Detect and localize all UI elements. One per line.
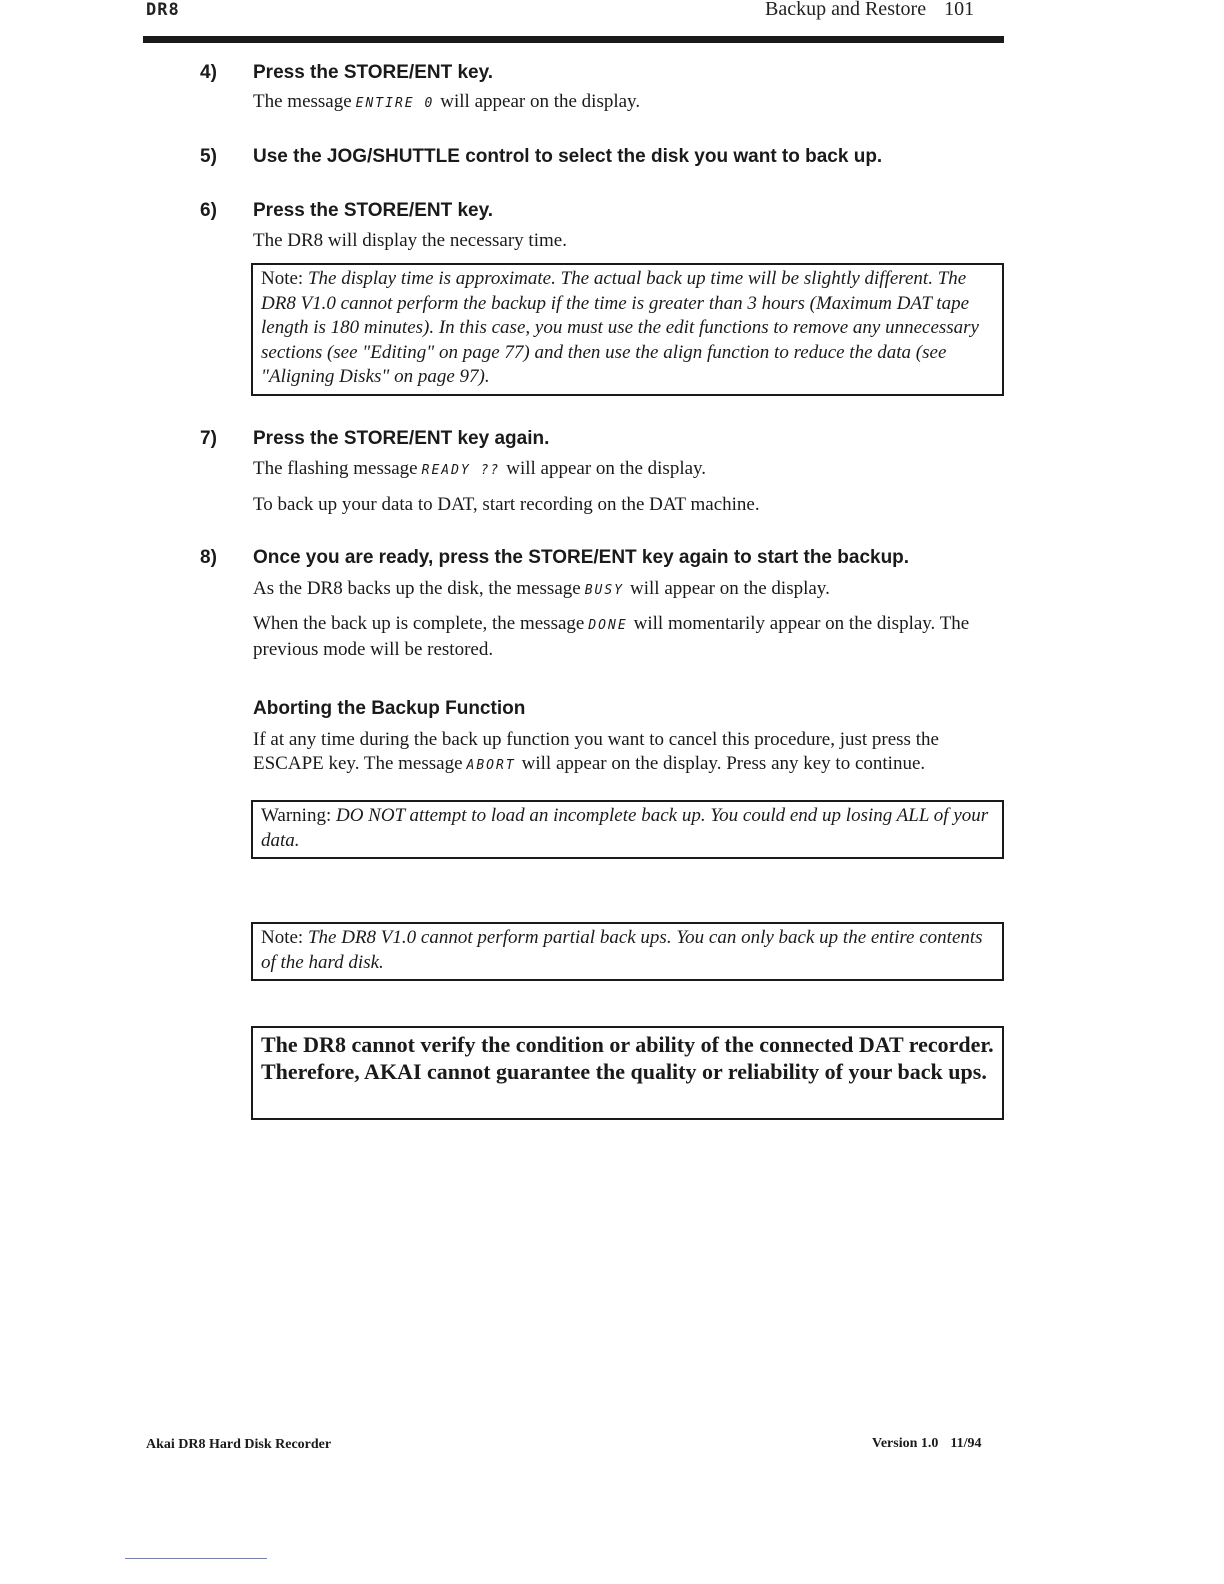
note-label: Note: [261,927,304,948]
step-8-title: Once you are ready, press the STORE/ENT key again to start the backup. [253,547,910,568]
header-rule [143,36,1004,43]
step-7-title: Press the STORE/ENT key again. [253,428,550,449]
lcd-message: READY ?? [421,463,501,478]
header-logo: DR8 [146,0,180,20]
abort-text [253,728,1005,778]
version-date: 11/94 [950,1436,982,1451]
step-6-text: The DR8 will display the necessary time. [253,230,567,251]
step-7-text [253,457,706,483]
note-text: The display time is approximate. The actual back up time will be slightly different. The DR8 V1.0 cannot perform the backup if the time is greater than 3 hours (Maximum DAT tape length is 180 minutes). In this case, you must use the edit functions to remove any unnecessary sections (see "Editing" on page 77) and then use the align function to reduce the data (see "Aligning Disks" on page 97). [261,268,979,387]
note-text: The DR8 V1.0 cannot perform partial back ups. You can only back up the entire contents of the hard disk. [261,927,983,973]
lcd-message: DONE [588,618,628,633]
running-header [765,0,974,21]
note-label: Note: [261,268,304,289]
section-title: Backup and Restore [765,0,927,20]
section-heading: Aborting the Backup Function [253,698,526,719]
step-8-text [253,577,830,603]
disclaimer-box: The DR8 cannot verify the condition or ability of the connected DAT recorder. Therefore, AKAI cannot guarantee the quality or reliability of your back ups. [251,1026,1004,1120]
lcd-message: BUSY [584,583,625,598]
step-7-text-2: To back up your data to DAT, start recording on the DAT machine. [253,494,760,515]
step-4-text-post: will appear on the display. [440,91,641,112]
note-box [251,263,1004,396]
abort-text-post: will appear on the display. Press any key to continue. [521,753,926,774]
step-8-text-pre: As the DR8 backs up the disk, the message [253,578,581,599]
step-4-text [253,90,640,116]
warning-text: DO NOT attempt to load an incomplete back up. You could end up losing ALL of your data. [261,805,989,851]
step-5-number: 5) [200,146,217,167]
step-8-text-post: will appear on the display. [630,578,830,599]
edge-line [125,1558,267,1559]
step-7-number: 7) [200,428,217,449]
abort-text-pre: If at any time during the back up function you want to cancel this procedure, just press the ESCAPE key. The message [253,729,939,774]
lcd-message: ENTIRE 0 [355,96,435,111]
footer-version [872,1436,982,1452]
warning-label: Warning: [261,805,332,826]
step-8-text-2-pre: When the back up is complete, the message [253,613,585,634]
footer-title: Akai DR8 Hard Disk Recorder [146,1437,332,1452]
page-number: 101 [944,0,975,20]
step-7-text-pre: The flashing message [253,458,418,479]
lcd-message: ABORT [466,758,516,773]
step-4-title: Press the STORE/ENT key. [253,62,494,83]
step-8-text-2-post: will momentarily appear on the display. The previous mode will be restored. [253,613,970,660]
step-8-number: 8) [200,547,217,568]
step-4-text-pre: The message [253,91,352,112]
warning-box [251,800,1004,859]
step-7-text-post: will appear on the display. [506,458,707,479]
step-6-number: 6) [200,200,217,221]
step-6-title: Press the STORE/ENT key. [253,200,494,221]
step-4-number: 4) [200,62,217,83]
step-5-title: Use the JOG/SHUTTLE control to select the disk you want to back up. [253,146,883,167]
step-8-text-2 [253,612,1005,662]
version-label: Version 1.0 [872,1436,939,1451]
note-box-2 [251,922,1004,981]
